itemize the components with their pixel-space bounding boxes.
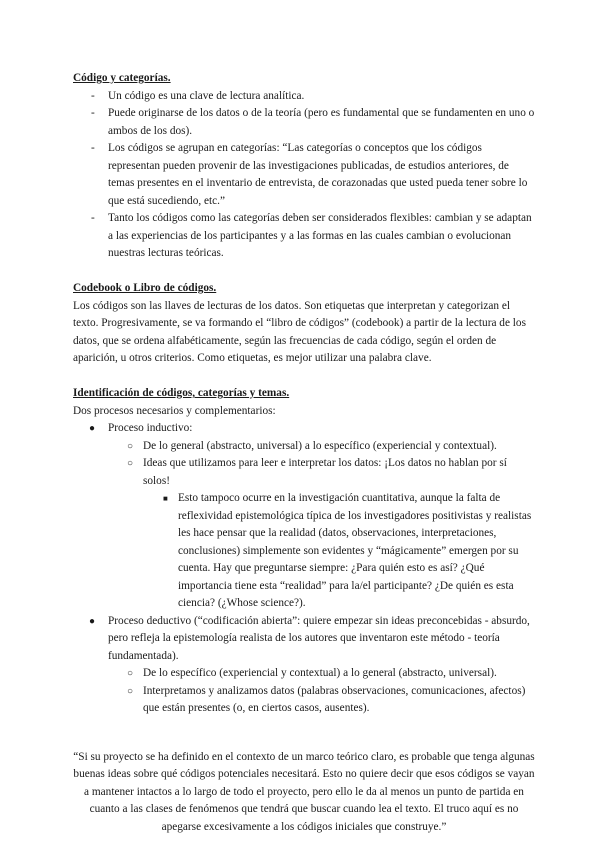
list-item — [108, 683, 535, 718]
list-item — [108, 665, 535, 683]
list-item: - Puede originarse de los datos o de la teoría (pero es fundamental que se fundamenten en uno o ambos de los dos). — [73, 105, 535, 140]
sub-list — [73, 665, 535, 718]
block-quote: “Si su proyecto se ha definido en el contexto de un marco teórico claro, es probable que tenga algunas buenas ideas sobre qué códigos potenciales necesitará. Esto no quiere decir que esos códigos se vayan a mantener intactos a lo largo de todo el proyecto, pero ello le da al menos un punto de partida en cuanto a las clases de fenómenos que tendrá que buscar cuando lea el texto. El truco aquí es no apegarse excesivamente a los códigos iniciales que construye.” — [73, 750, 535, 833]
list-item-label: Proceso inductivo: — [108, 422, 193, 434]
list-item: - Tanto los códigos como las categorías deben ser considerados flexibles: cambian y se adaptan a las experiencias de los participantes y a las formas en las cuales cambian o evolucionan nuestras lecturas teóricas. — [73, 210, 535, 263]
list-item-label: Esto tampoco ocurre en la investigación cuantitativa, aunque la falta de reflexividad epistemológica típica de los investigadores positivistas y realistas les hace pensar que la realidad (datos, observaciones, interpretaciones, conclusiones) simplemente son evidentes y “mágicamente” emergen por su cuenta. Hay que preguntarse siempre: ¿Para quién esto es así? ¿Qué importancia tiene esta “realidad” para la/el participante? ¿De quién es esta ciencia? (¿Whose science?). — [178, 492, 532, 609]
list-item-label: Interpretamos y analizamos datos (palabras observaciones, comunicaciones, afectos) que están presentes (o, en ciertos casos, ausentes). — [143, 684, 526, 714]
list-item — [108, 455, 535, 613]
list-item: - Los códigos se agrupan en categorías: “Las categorías o conceptos que los códigos representan pueden provenir de las investigaciones publicadas, de estudios anteriores, de temas presentes en el inventario de entrevista, de corazonadas que usted pueda tener sobre lo que está sucediendo, etc.” — [73, 140, 535, 210]
bullet-circle-icon: ○ — [127, 685, 134, 697]
dash-list — [73, 88, 535, 263]
bullet-disc-icon: ● — [89, 615, 96, 627]
list-item-label: De lo general (abstracto, universal) a lo específico (experiencial y contextual). — [143, 439, 497, 452]
sub-list — [73, 438, 535, 613]
bullet-circle-icon: ○ — [127, 458, 134, 469]
bullet-circle-icon: ○ — [127, 440, 134, 452]
process-list — [73, 420, 535, 718]
section-codigo-categorias — [73, 70, 535, 263]
sub-sub-list — [108, 490, 535, 613]
list-item: - Un código es una clave de lectura analítica. — [73, 88, 535, 106]
list-item-label: Proceso deductivo (“codificación abierta”: quiere empezar sin ideas preconcebidas - absurdo, pero refleja la epistemología realista de los autores que inventaron este método - teoría fundamentada). — [108, 614, 530, 662]
paragraph: Los códigos son las llaves de lecturas de los datos. Son etiquetas que interpretan y categorizan el texto. Progresivamente, se va formando el “libro de códigos” (codebook) a partir de la lectura de los datos, que se ordena alfabéticamente, según las frecuencias de cada código, según el orden de aparición, u otros criterios. Como etiquetas, es mejor utilizar una palabra clave. — [73, 299, 526, 364]
bullet-disc-icon: ● — [89, 423, 96, 434]
list-item-label: Ideas que utilizamos para leer e interpretar los datos: ¡Los datos no hablan por sí solos! — [143, 457, 507, 487]
section-identificacion — [73, 385, 535, 718]
section-heading: Código y categorías. — [73, 72, 171, 84]
list-item-deductive — [73, 613, 535, 718]
section-codebook — [73, 280, 535, 368]
list-item-inductive — [73, 420, 535, 613]
bullet-square-icon: ■ — [163, 494, 168, 503]
list-item — [143, 490, 535, 613]
section-heading: Identificación de códigos, categorías y temas. — [73, 387, 290, 399]
section-heading: Codebook o Libro de códigos. — [73, 282, 217, 294]
list-item — [108, 438, 535, 456]
bullet-circle-icon: ○ — [127, 668, 134, 679]
list-item-label: De lo específico (experiencial y contextual) a lo general (abstracto, universal). — [143, 667, 497, 679]
paragraph: Dos procesos necesarios y complementarios: — [73, 404, 276, 417]
document-content — [73, 70, 535, 836]
